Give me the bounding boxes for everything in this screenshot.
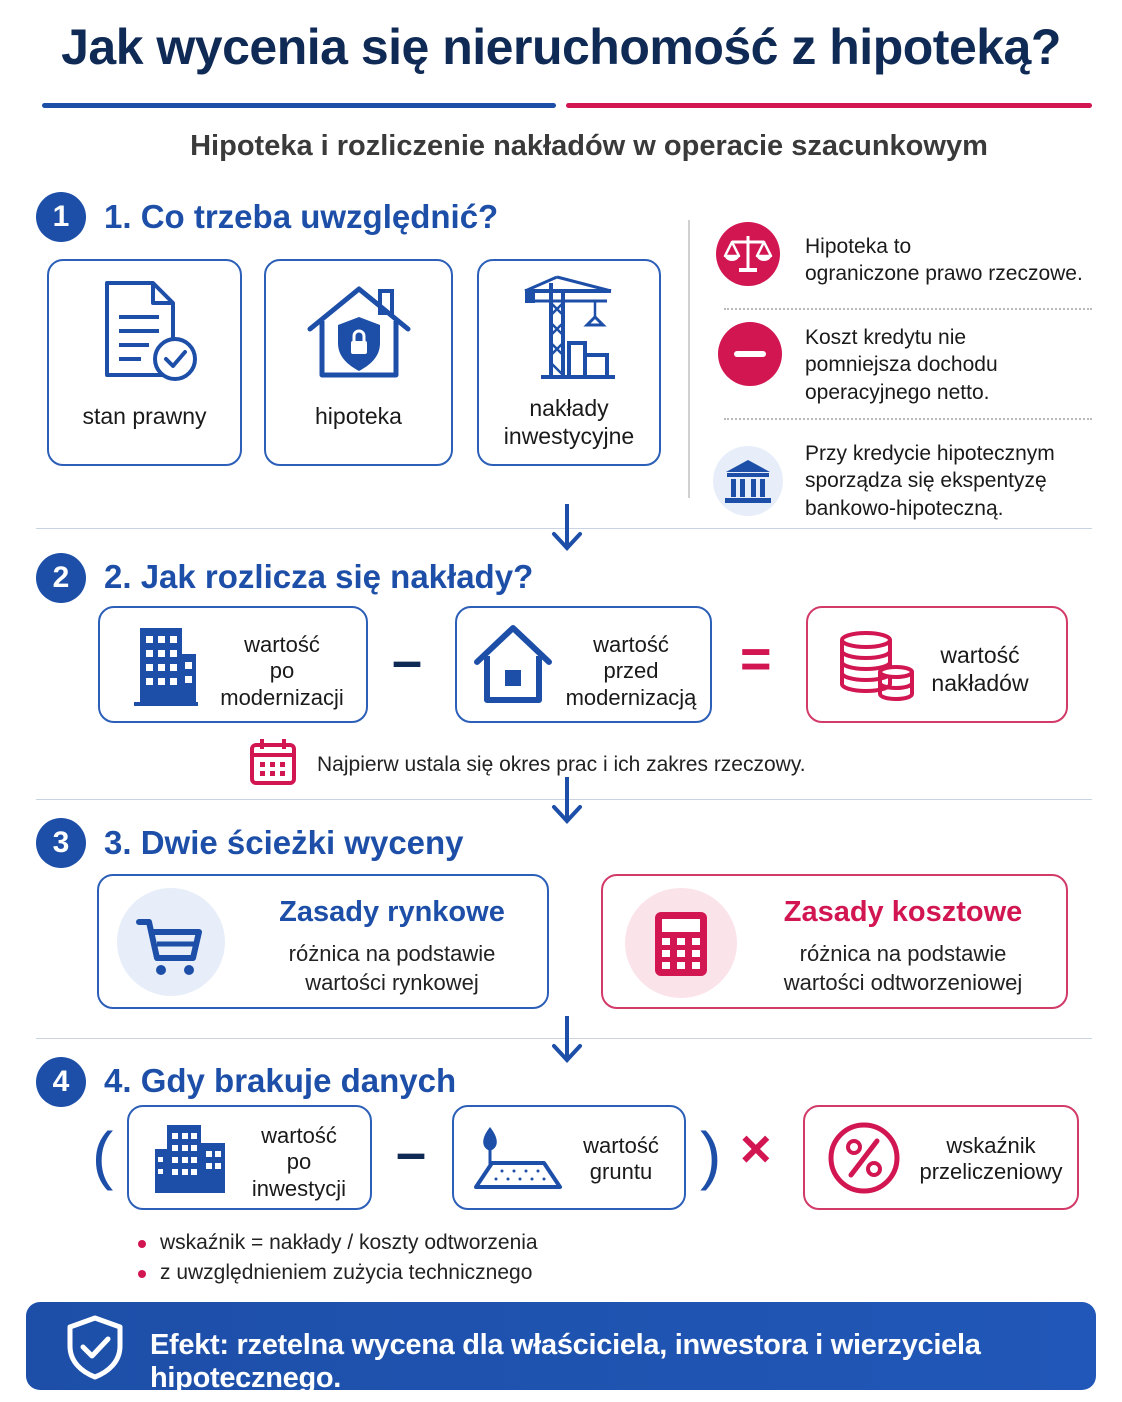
section-title-2: 2. Jak rozlicza się nakłady? bbox=[104, 558, 534, 595]
dotted-divider bbox=[724, 308, 1092, 310]
equals-operator: = bbox=[740, 629, 772, 689]
card-label: hipoteka bbox=[315, 403, 402, 429]
office-building-icon bbox=[132, 624, 200, 708]
bullet-dot bbox=[138, 1240, 146, 1248]
box-label: wartość nakładów bbox=[931, 642, 1029, 696]
percent-icon bbox=[827, 1121, 901, 1195]
minus-operator: – bbox=[396, 1123, 427, 1183]
document-check-icon bbox=[99, 279, 199, 387]
bank-icon bbox=[713, 446, 783, 516]
arrow-down-icon bbox=[549, 500, 585, 554]
section-number-2: 2 bbox=[36, 553, 86, 603]
coins-icon bbox=[838, 630, 916, 702]
calendar-icon bbox=[249, 737, 297, 787]
box-label: wartość po inwestycji bbox=[251, 1123, 347, 1201]
page-subtitle: Hipoteka i rozliczenie nakładów w operacie szacunkowym bbox=[190, 130, 988, 162]
section-number-4: 4 bbox=[36, 1057, 86, 1107]
note-koszt-kredytu: Koszt kredytu nie pomniejsza dochodu operacyjnego netto. bbox=[805, 326, 998, 404]
section-title-4: 4. Gdy brakuje danych bbox=[104, 1062, 457, 1099]
card-hipoteka bbox=[264, 259, 453, 466]
land-tree-icon bbox=[472, 1123, 564, 1195]
arrow-down-icon bbox=[549, 1012, 585, 1066]
box-wartosc-przed-modernizacja bbox=[455, 606, 712, 723]
paren-open: ( bbox=[92, 1119, 114, 1191]
dotted-divider bbox=[724, 418, 1092, 420]
section-title-1: 1. Co trzeba uwzględnić? bbox=[104, 198, 499, 235]
section-title-3: 3. Dwie ścieżki wyceny bbox=[104, 824, 464, 861]
bullet-item: wskaźnik = nakłady / koszty odtworzenia bbox=[160, 1231, 538, 1254]
path-subtitle: różnica na podstawie wartości rynkowej bbox=[288, 941, 496, 995]
section-number-3: 3 bbox=[36, 818, 86, 868]
minus-operator: – bbox=[392, 631, 423, 691]
box-label: wartość przed modernizacją bbox=[565, 632, 697, 710]
box-label: wskaźnik przeliczeniowy bbox=[919, 1133, 1063, 1185]
box-label: wartość gruntu bbox=[583, 1133, 659, 1185]
box-wartosc-gruntu bbox=[452, 1105, 686, 1210]
box-label: wartość po modernizacji bbox=[220, 632, 344, 710]
box-wartosc-nakladow bbox=[806, 606, 1068, 723]
path-subtitle: różnica na podstawie wartości odtworzeniowej bbox=[783, 941, 1023, 995]
note-ekspertyza: Przy kredycie hipotecznym sporządza się ekspentyzę bankowo-hipoteczną. bbox=[805, 442, 1055, 520]
vertical-divider bbox=[688, 220, 690, 498]
shopping-cart-icon bbox=[117, 888, 225, 996]
house-icon bbox=[473, 622, 553, 706]
path-title: Zasady rynkowe bbox=[279, 896, 505, 928]
minus-circle-icon bbox=[718, 322, 782, 386]
note-hipoteka-prawo: Hipoteka to ograniczone prawo rzeczowe. bbox=[805, 235, 1083, 286]
times-operator: × bbox=[740, 1119, 772, 1179]
effect-banner-text: Efekt: rzetelna wycena dla właściciela, inwestora i wierzyciela hipotecznego. bbox=[150, 1329, 981, 1394]
card-label: nakłady inwestycyjne bbox=[503, 395, 635, 449]
title-underline-blue bbox=[42, 103, 556, 108]
path-zasady-rynkowe bbox=[97, 874, 549, 1009]
box-wskaznik-przeliczeniowy bbox=[803, 1105, 1079, 1210]
paren-close: ) bbox=[700, 1119, 722, 1191]
box-wartosc-po-modernizacji bbox=[98, 606, 368, 723]
path-zasady-kosztowe bbox=[601, 874, 1068, 1009]
note-okres-prac: Najpierw ustala się okres prac i ich zakres rzeczowy. bbox=[317, 753, 806, 776]
page-title: Jak wycenia się nieruchomość z hipoteką? bbox=[61, 19, 1061, 75]
title-underline-red bbox=[566, 103, 1092, 108]
card-stan-prawny bbox=[47, 259, 242, 466]
calculator-icon bbox=[625, 888, 737, 998]
section-number-1: 1 bbox=[36, 192, 86, 242]
arrow-down-icon bbox=[549, 773, 585, 827]
scales-icon bbox=[716, 222, 780, 286]
shield-check-icon bbox=[64, 1314, 126, 1380]
office-building-icon bbox=[153, 1121, 229, 1197]
crane-building-icon bbox=[521, 273, 621, 383]
box-wartosc-po-inwestycji bbox=[127, 1105, 372, 1210]
card-naklady-inwestycyjne bbox=[477, 259, 661, 466]
house-shield-lock-icon bbox=[304, 283, 414, 383]
path-title: Zasady kosztowe bbox=[783, 896, 1023, 928]
bullet-dot bbox=[138, 1270, 146, 1278]
card-label: stan prawny bbox=[82, 403, 207, 429]
bullet-item: z uwzględnieniem zużycia technicznego bbox=[160, 1261, 533, 1284]
